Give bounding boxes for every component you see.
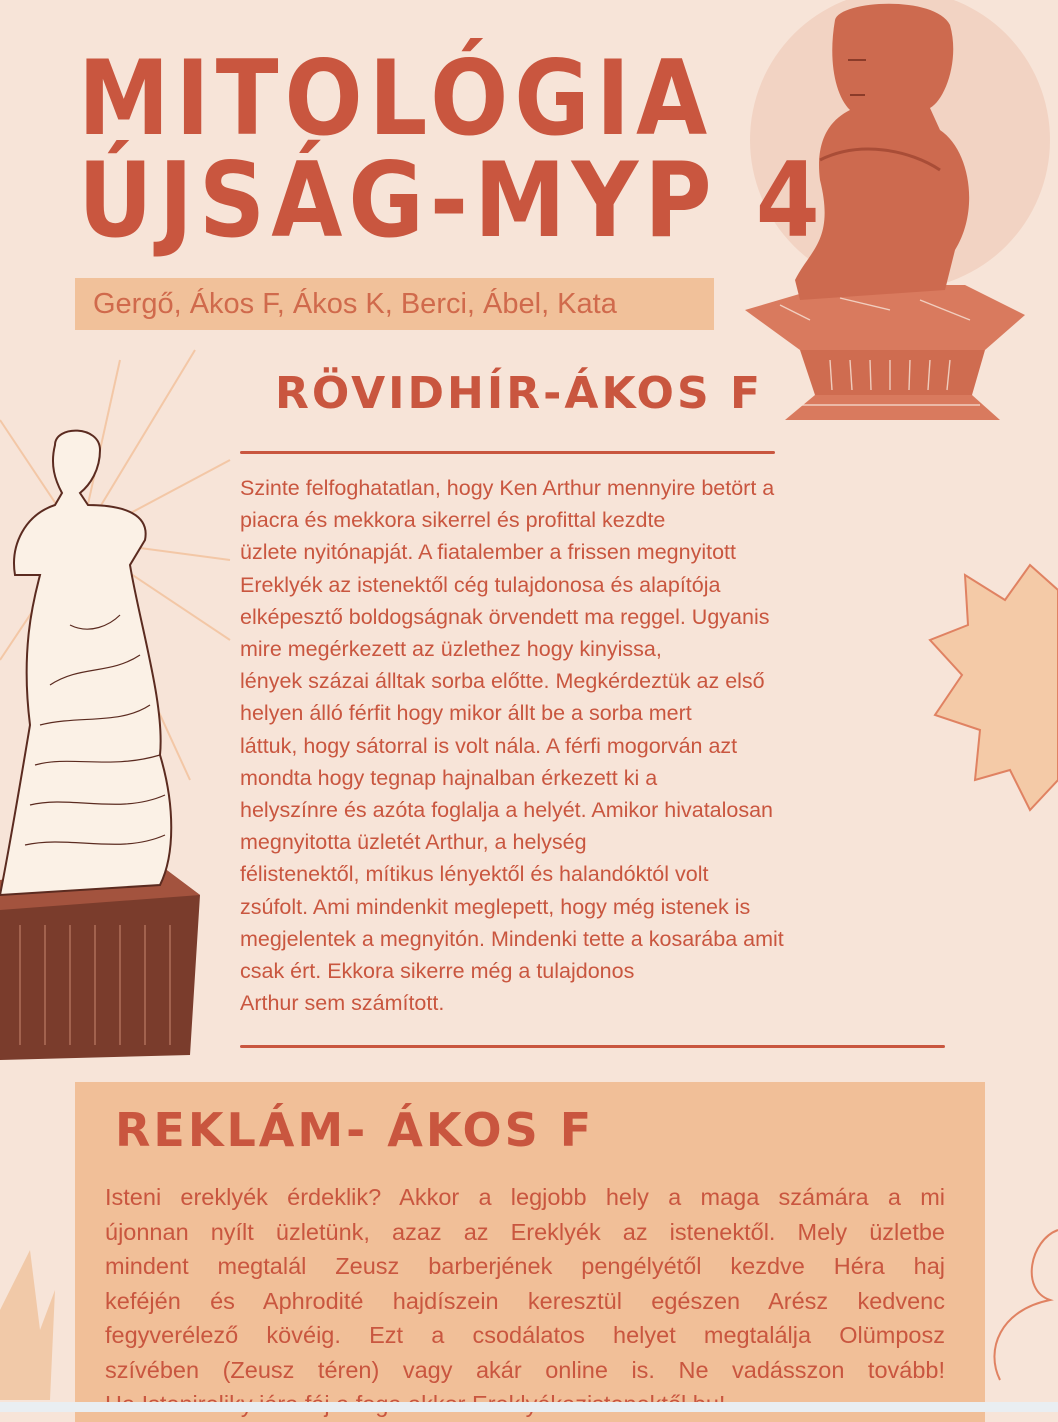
article-line: helyszínre és azóta foglalja a helyét. Amikor hivatalosan xyxy=(240,798,774,823)
article-line: mire megérkezett az üzlethez hogy kinyissa, xyxy=(240,637,662,662)
article-heading: RÖVIDHÍR-ÁKOS F xyxy=(275,368,764,419)
ad-line: szívében (Zeusz téren) vagy akár online is. Ne vadásszon tovább! xyxy=(105,1356,945,1383)
ad-line: Isteni ereklyék érdeklik? Akkor a legjobb hely a maga számára a mi xyxy=(105,1184,945,1210)
newspaper-title-line2: ÚJSÁG-MYP 4 xyxy=(78,141,826,261)
newspaper-title-line1: MITOLÓGIA xyxy=(78,39,714,159)
article-line: megnyitotta üzletét Arthur, a helység xyxy=(240,830,587,855)
article-body xyxy=(240,472,930,1019)
leaf-decoration xyxy=(0,1250,55,1400)
ad-line: keféjén és Aphrodité hajdíszein keresztül egészen Arész kedvenc xyxy=(105,1287,945,1314)
star-burst-decoration xyxy=(930,565,1058,810)
article-line: Szinte felfoghatatlan, hogy Ken Arthur mennyire betört a xyxy=(240,476,775,500)
article-line: Arthur sem számított. xyxy=(240,991,445,1016)
viewer-bottom-bar xyxy=(0,1402,1058,1412)
advertisement-heading: REKLÁM- ÁKOS F xyxy=(115,1103,595,1157)
swirl-decoration xyxy=(994,1230,1058,1380)
article-line: zsúfolt. Ami mindenkit meglepett, hogy még istenek is xyxy=(240,894,751,919)
article-line: Ereklyék az istenektől cég tulajdonosa és alapítója xyxy=(240,572,721,597)
ad-line: mindent megtalál Zeusz barberjének pengélyétől kezdve Héra haj xyxy=(105,1253,945,1279)
authors-banner: Gergő, Ákos F, Ákos K, Berci, Ábel, Kata xyxy=(75,278,714,330)
venus-statue-illustration xyxy=(0,425,210,1065)
article-line: mondta hogy tegnap hajnalban érkezett ki a xyxy=(240,765,658,790)
article-line: piacra és mekkora sikerrel és profittal kezdte xyxy=(240,508,666,533)
article-line: láttuk, hogy sátorral is volt nála. A férfi mogorván azt xyxy=(240,733,738,758)
article-line: helyen álló férfit hogy mikor állt be a sorba mert xyxy=(240,701,692,726)
article-bottom-divider xyxy=(240,1045,945,1048)
article-line: elképesztő boldogságnak örvendett ma reggel. Ugyanis xyxy=(240,604,770,629)
ad-line: újonnan nyílt üzletünk, azaz az Ereklyék az istenektől. Mely üzletbe xyxy=(105,1218,945,1245)
article-line: csak ért. Ekkora sikerre még a tulajdonos xyxy=(240,959,635,984)
article-line: üzlete nyitónapját. A fiatalember a frissen megnyitott xyxy=(240,540,736,565)
article-line: megjelentek a megnyitón. Mindenki tette a kosarába amit xyxy=(240,926,784,951)
article-top-divider xyxy=(240,451,775,454)
advertisement-body xyxy=(105,1180,945,1422)
ad-line: fegyverélező kövéig. Ezt a csodálatos helyet megtalálja Olümposz xyxy=(105,1322,945,1348)
article-line: lények százai álltak sorba előtte. Megkérdeztük az első xyxy=(240,669,765,694)
article-line: félistenektől, mítikus lényektől és halandóktól volt xyxy=(240,862,709,887)
